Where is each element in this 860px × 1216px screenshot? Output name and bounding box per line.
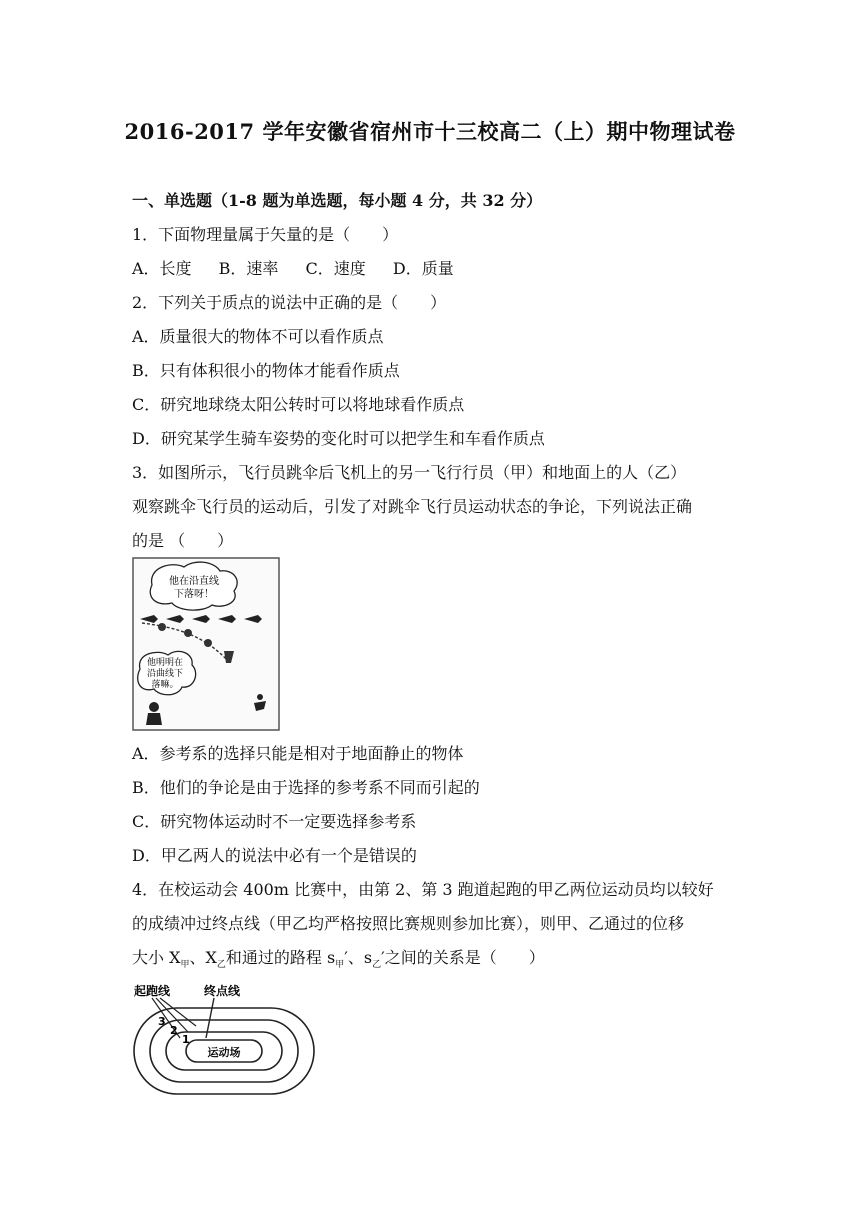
bubble-bottom-line-3: 落嘛。 <box>151 680 179 690</box>
q2-stem: 2．下列关于质点的说法中正确的是（ ） <box>132 293 447 312</box>
lane-number-3: 3 <box>158 1015 166 1028</box>
q4-text-part: ′、s <box>344 948 373 967</box>
q4-stem-line-1: 4．在校运动会 400m 比赛中，由第 2、第 3 跑道起跑的甲乙两位运动员均以较好 <box>132 880 714 899</box>
lane-number-2: 2 <box>170 1024 178 1037</box>
running-track-figure <box>130 980 320 1098</box>
bubble-bottom-line-2: 沿曲线下 <box>146 669 184 679</box>
q1-option-c: C．速度 <box>305 259 366 278</box>
q4-text-part: ′之间的关系是（ ） <box>381 948 545 967</box>
finish-line-label: 终点线 <box>204 984 241 998</box>
q1-option-a: A．长度 <box>132 259 192 278</box>
bubble-top-line-2: 下落呀！ <box>174 589 214 600</box>
q4-subscript: 甲 <box>180 960 190 970</box>
q2-option-c: C．研究地球绕太阳公转时可以将地球看作质点 <box>132 395 465 414</box>
q4-stem-line-3 <box>132 947 545 972</box>
q4-subscript: 甲 <box>335 960 345 970</box>
q4-text-part: 大小 X <box>132 948 181 967</box>
q2-option-d: D．研究某学生骑车姿势的变化时可以把学生和车看作质点 <box>132 429 545 448</box>
q2-option-a: A．质量很大的物体不可以看作质点 <box>132 327 384 346</box>
q3-stem-line-3: 的是 （ ） <box>132 531 234 550</box>
parachute-cartoon-figure <box>132 557 280 731</box>
q3-stem-line-2: 观察跳伞飞行员的运动后，引发了对跳伞飞行员运动状态的争论，下列说法正确 <box>132 497 693 516</box>
q1-option-d: D．质量 <box>392 259 454 278</box>
bubble-top-line-1: 他在沿直线 <box>169 576 219 587</box>
q2-option-b: B．只有体积很小的物体才能看作质点 <box>132 361 400 380</box>
q4-subscript: 乙 <box>216 960 226 970</box>
q4-text-part: 、X <box>189 948 217 967</box>
q4-subscript: 乙 <box>372 960 382 970</box>
q4-text-part: 和通过的路程 s <box>225 948 336 967</box>
q3-option-d: D．甲乙两人的说法中必有一个是错误的 <box>132 846 417 865</box>
q4-stem-line-2: 的成绩冲过终点线（甲乙均严格按照比赛规则参加比赛），则甲、乙通过的位移 <box>132 914 685 933</box>
page-title: 2016-2017 学年安徽省宿州市十三校高二（上）期中物理试卷 <box>124 119 736 144</box>
start-line-label: 起跑线 <box>134 984 171 998</box>
q1-stem: 1．下面物理量属于矢量的是（ ） <box>132 225 399 244</box>
q3-option-a: A．参考系的选择只能是相对于地面静止的物体 <box>132 744 464 763</box>
q3-stem-line-1: 3．如图所示，飞行员跳伞后飞机上的另一飞行行员（甲）和地面上的人（乙） <box>132 463 687 482</box>
section-heading: 一、单选题（1-8 题为单选题，每小题 4 分，共 32 分） <box>132 191 543 210</box>
q3-option-c: C．研究物体运动时不一定要选择参考系 <box>132 812 417 831</box>
q1-option-b: B．速率 <box>218 259 279 278</box>
lane-number-1: 1 <box>182 1033 190 1046</box>
bubble-bottom-line-1: 他明明在 <box>146 658 184 668</box>
q1-options <box>132 258 454 280</box>
field-label: 运动场 <box>207 1046 241 1059</box>
q3-option-b: B．他们的争论是由于选择的参考系不同而引起的 <box>132 778 480 797</box>
